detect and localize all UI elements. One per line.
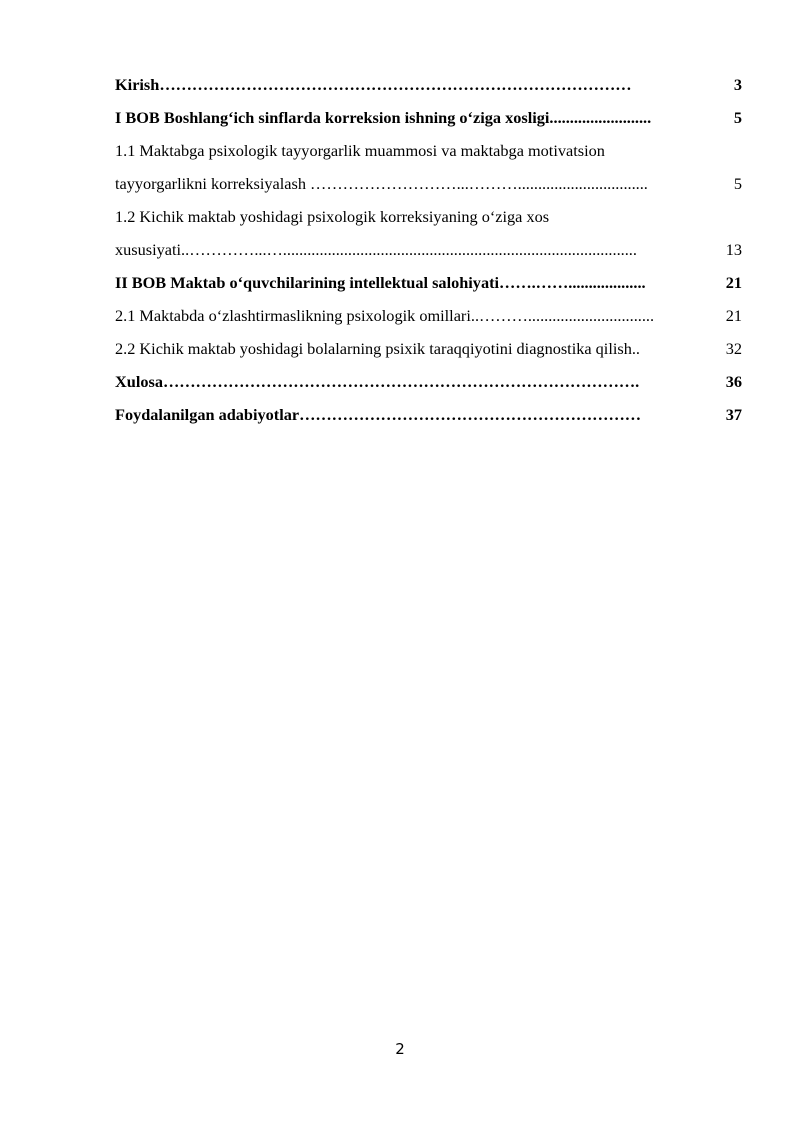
toc-dot-leader: ……………………………………………………………………………. — [162, 372, 640, 391]
toc-entry-title-line-2: xususiyati — [115, 240, 182, 259]
toc-entry-title: Foydalanilgan adabiyotlar — [115, 405, 300, 424]
toc-entry-title: II BOB Maktab o‘quvchilarining intellektual salohiyati — [115, 273, 500, 292]
toc-dot-leader: ………………………...………................................ — [310, 174, 648, 193]
toc-dot-leader: .. — [631, 339, 640, 358]
toc-dot-leader: ......................... — [549, 108, 652, 127]
toc-dot-leader: ……………………………………………………… — [299, 405, 642, 424]
toc-page-number: 5 — [733, 174, 742, 193]
toc-entry-kirish[interactable] — [115, 74, 742, 96]
toc-page-number: 21 — [725, 273, 742, 292]
toc-page-number: 13 — [725, 240, 742, 259]
toc-entry-title: 2.2 Kichik maktab yoshidagi bolalarning psixik taraqqiyotini diagnostika qilish — [115, 339, 632, 358]
toc-entry-chapter-1[interactable] — [115, 107, 742, 129]
toc-entry-title-line-1: 1.2 Kichik maktab yoshidagi psixologik korreksiyaning o‘ziga xos — [115, 207, 550, 226]
toc-entry-xulosa[interactable] — [115, 371, 742, 393]
toc-entry-section-2-1[interactable] — [115, 305, 742, 327]
toc-entry-title: I BOB Boshlang‘ich sinflarda korreksion ishning o‘ziga xosligi — [115, 108, 550, 127]
toc-entry-section-1-2[interactable] — [115, 206, 742, 261]
toc-entry-title: Xulosa — [115, 372, 163, 391]
toc-entry-section-1-1[interactable] — [115, 140, 742, 195]
page-number: 2 — [395, 1040, 405, 1058]
toc-dot-leader: ..…………...…....................................................................................... — [181, 240, 637, 259]
toc-entry-bibliography[interactable] — [115, 404, 742, 426]
toc-entry-section-2-2[interactable] — [115, 338, 742, 360]
toc-dot-leader: …………………………………………………………………………… — [159, 75, 632, 94]
toc-entry-title: Kirish — [115, 75, 160, 94]
toc-page-number: 21 — [725, 306, 742, 325]
toc-entry-title: 2.1 Maktabda o‘zlashtirmaslikning psixologik omillari — [115, 306, 471, 325]
toc-page-number: 37 — [725, 405, 742, 424]
toc-entry-title-line-1: 1.1 Maktabga psixologik tayyorgarlik muammosi va maktabga motivatsion — [115, 141, 605, 160]
toc-page-number: 5 — [733, 108, 742, 127]
table-of-contents — [115, 74, 742, 437]
toc-page-number: 36 — [725, 372, 742, 391]
toc-entry-chapter-2[interactable] — [115, 272, 742, 294]
toc-dot-leader: ..………............................... — [470, 306, 655, 325]
toc-page-number: 32 — [725, 339, 742, 358]
toc-dot-leader: …….……................... — [499, 273, 646, 292]
toc-entry-title-line-2: tayyorgarlikni korreksiyalash — [115, 174, 311, 193]
toc-page-number: 3 — [733, 75, 742, 94]
